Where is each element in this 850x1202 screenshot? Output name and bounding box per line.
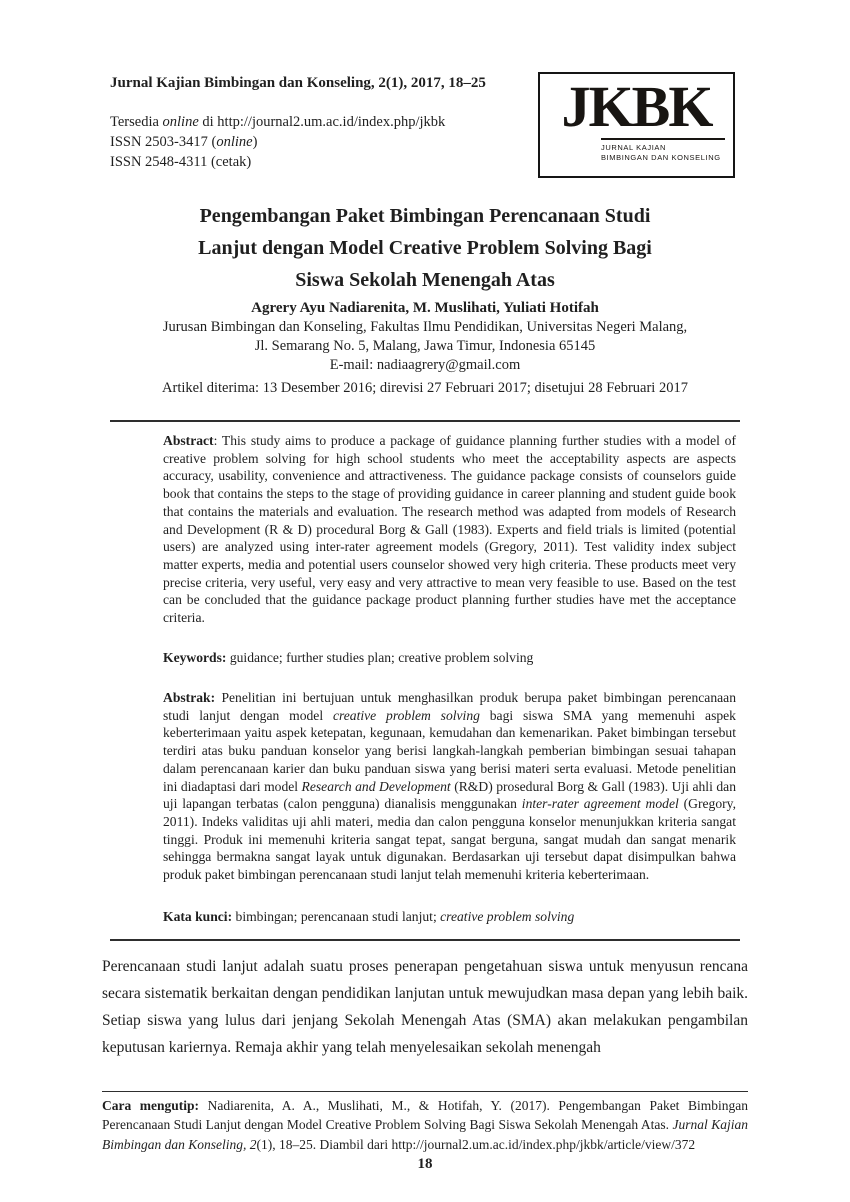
citation-label: Cara mengutip: xyxy=(102,1098,200,1113)
title-line-1: Pengembangan Paket Bimbingan Perencanaan Studi xyxy=(199,205,651,227)
citation-note xyxy=(102,1096,748,1154)
body-paragraph: Perencanaan studi lanjut adalah suatu proses penerapan pengetahuan siswa untuk menyusun rencana secara sistematik berkaitan dengan pendidikan lanjutan untuk mewujudkan masa depan yang lebih baik. Setiap siswa yang lulus dari jenjang Sekolah Menengah Atas (SMA) akan melakukan pengambilan keputusan kariernya. Remaja akhir yang telah menyelesaikan sekolah menengah xyxy=(102,958,748,1056)
logo-acronym-text: JKBK xyxy=(561,74,712,139)
abstract-label: Abstract xyxy=(163,433,214,448)
journal-logo xyxy=(538,72,735,178)
abstract-indonesian xyxy=(163,689,736,884)
affiliation-line-1: Jurusan Bimbingan dan Konseling, Fakultas Ilmu Pendidikan, Universitas Negeri Malang, xyxy=(162,319,688,335)
abstract-english xyxy=(163,432,736,627)
email-line: E-mail: nadiaagrery@gmail.com xyxy=(329,357,521,373)
abstract-text: : This study aims to produce a package of guidance planning further studies with a model of creative problem solving for high school students who meet the acceptability aspects are aspects accuracy, usability, convenience and attractiveness. The guidance package consists of counselors guide book that contains the steps to the stage of providing guidance in career planning and student guide book that contains the materials and evaluation. The research method was adapted from models of Research and Development (R & D) procedural Borg & Gall (1983). Experts and field trials is limited (potential users) are analyzed using inter-rater agreement models (Gregory, 2011). Test validity index subject matter experts, media and potential users counselor showed very high criteria. These products meet very precise criteria, very useful, very easy and very attractive to mean very feasible to use. Based on the test can be concluded that the guidance package product planning further studies have met the acceptance criteria. xyxy=(163,433,736,626)
logo-subtitle-line-1: JURNAL KAJIAN xyxy=(601,143,667,152)
logo-subtitle-line-2: BIMBINGAN DAN KONSELING xyxy=(601,152,721,162)
logo-subtitle xyxy=(601,138,725,162)
journal-header-line: Jurnal Kajian Bimbingan dan Konseling, 2(1), 2017, 18–25 xyxy=(110,75,486,91)
authors-line: Agrery Ayu Nadiarenita, M. Muslihati, Yuliati Hotifah xyxy=(251,300,599,316)
kata-kunci-label: Kata kunci: xyxy=(163,909,233,924)
affiliation-line-2: Jl. Semarang No. 5, Malang, Jawa Timur, Indonesia 65145 xyxy=(254,338,596,354)
keywords-line xyxy=(163,649,736,667)
kata-kunci-line xyxy=(163,908,736,926)
divider-top xyxy=(110,420,740,422)
title-line-3: Siswa Sekolah Menengah Atas xyxy=(295,269,555,291)
keywords-label: Keywords: xyxy=(163,650,227,665)
abstrak-label: Abstrak: xyxy=(163,690,216,705)
abstrak-text: Penelitian ini bertujuan untuk menghasilkan produk berupa paket bimbingan perencanaan studi lanjut dengan model creative problem solving bagi siswa SMA yang memenuhi aspek keberterimaan yaitu aspek ketepatan, kegunaan, kemudahan dan kemenarikan. Paket bimbingan tersebut terdiri atas buku panduan konselor yang berisi langkah-langkah pemberian bimbingan sesuai tahapan dalam perencanaan karier dan buku panduan siswa yang berisi materi serta evaluasi. Metode penelitian ini diadaptasi dari model Research and Development (R&D) prosedural Borg & Gall (1983). Uji ahli dan uji lapangan terbatas (calon pengguna) dianalisis menggunakan inter-rater agreement model (Gregory, 2011). Indeks validitas uji ahli materi, media dan calon pengguna konselor menunjukkan kriteria sangat tinggi. Produk ini memenuhi kriteria sangat tepat, sangat berguna, sangat mudah dan sangat menarik sehingga bermakna sangat layak untuk digunakan. Berdasarkan uji tersebut dapat disimpulkan bahwa produk paket bimbingan perencanaan studi lanjut telah memenuhi kriteria keberterimaan. xyxy=(163,690,736,883)
availability-line: Tersedia online di http://journal2.um.ac.id/index.php/jkbk xyxy=(110,114,446,130)
citation-text: Nadiarenita, A. A., Muslihati, M., & Hotifah, Y. (2017). Pengembangan Paket Bimbingan Perencanaan Studi Lanjut dengan Model Creative Problem Solving Bagi Siswa Sekolah Menengah Atas. Jurnal Kajian Bimbingan dan Konseling, 2(1), 18–25. Diambil dari http://journal2.um.ac.id/index.php/jkbk/article/view/372 xyxy=(102,1098,748,1152)
kata-kunci-text: bimbingan; perencanaan studi lanjut; creative problem solving xyxy=(232,909,575,924)
divider-abstract-bottom xyxy=(110,939,740,941)
divider-footer xyxy=(102,1091,748,1092)
paper-title xyxy=(105,200,745,296)
article-dates-line: Artikel diterima: 13 Desember 2016; direvisi 27 Februari 2017; disetujui 28 Februari 2017 xyxy=(162,380,688,396)
title-line-2: Lanjut dengan Model Creative Problem Solving Bagi xyxy=(198,237,652,259)
issn-online-line: ISSN 2503-3417 (online) xyxy=(110,134,258,150)
authors-block xyxy=(75,298,775,375)
keywords-text: guidance; further studies plan; creative problem solving xyxy=(226,650,534,665)
journal-header xyxy=(110,74,550,172)
page-number: 18 xyxy=(417,1156,433,1172)
issn-print-line: ISSN 2548-4311 (cetak) xyxy=(110,154,252,170)
